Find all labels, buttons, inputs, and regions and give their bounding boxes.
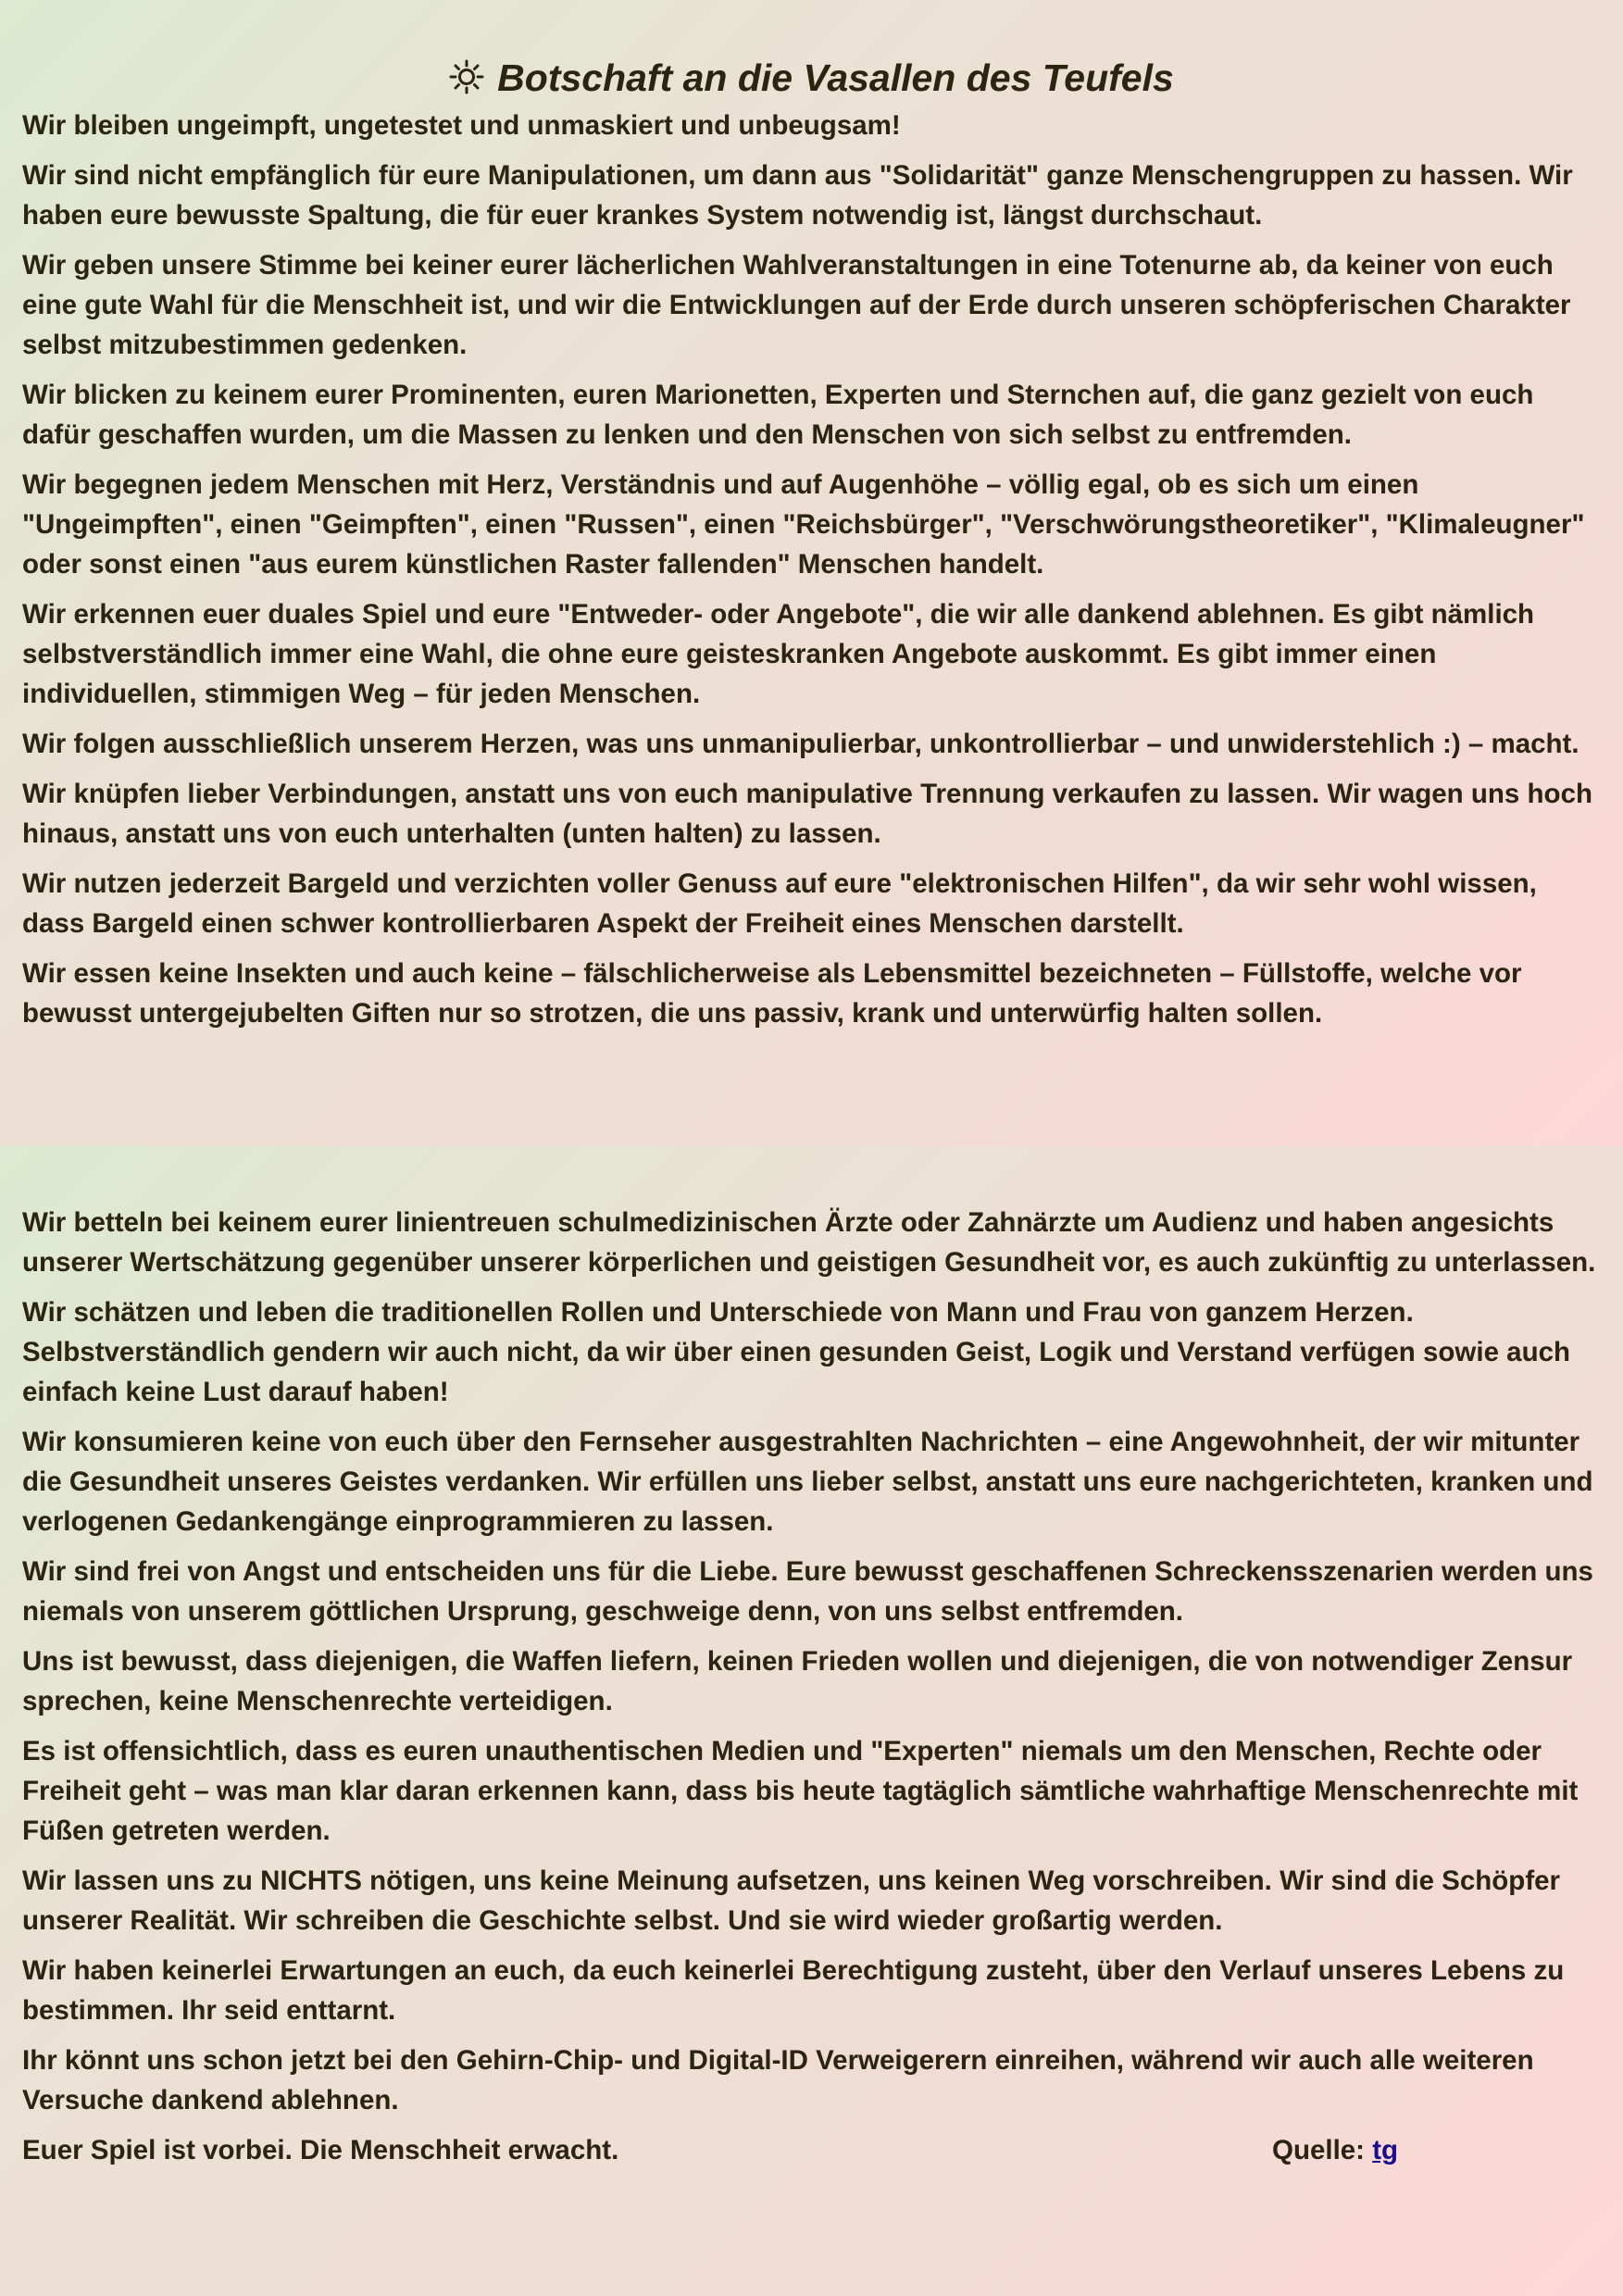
paragraph: Ihr könnt uns schon jetzt bei den Gehirn-Chip- und Digital-ID Verweigerern einreihen, während wir auch alle weiteren Versuche dankend ablehnen. xyxy=(22,2045,1534,2115)
source-credit xyxy=(1272,2130,1398,2170)
paragraph: Es ist offensichtlich, dass es euren unauthentischen Medien und "Experten" niemals um den Menschen, Rechte oder Freiheit geht – was man klar daran erkennen kann, dass bis heute tagtäglich sämtliche wahrhaftige Menschenrechte mit Füßen getreten werden. xyxy=(22,1736,1579,1846)
panel-bottom xyxy=(0,1146,1623,2296)
paragraph: Wir sind nicht empfänglich für eure Manipulationen, um dann aus "Solidarität" ganze Menschengruppen zu hassen. Wir haben eure bewusste Spaltung, die für euer krankes System notwendig ist, längst durchschaut. xyxy=(22,160,1573,231)
paragraph: Wir konsumieren keine von euch über den Fernseher ausgestrahlten Nachrichten – eine Angewohnheit, der wir mitunter die Gesundheit unseres Geistes verdanken. Wir erfüllen uns lieber selbst, anstatt uns eure nachgerichteten, kranken und verlogenen Gedankengänge einprogrammieren zu lassen. xyxy=(22,1427,1593,1537)
source-label: Quelle: xyxy=(1272,2135,1365,2165)
closing-line: Euer Spiel ist vorbei. Die Menschheit erwacht. xyxy=(22,2135,619,2165)
source-link[interactable]: tg xyxy=(1372,2135,1399,2165)
paragraph: Wir knüpfen lieber Verbindungen, anstatt uns von euch manipulative Trennung verkaufen zu lassen. Wir wagen uns hoch hinaus, anstatt uns von euch unterhalten (unten halten) zu lassen. xyxy=(22,779,1593,849)
paragraph: Wir schätzen und leben die traditionellen Rollen und Unterschiede von Mann und Frau von ganzem Herzen. Selbstverständlich gendern wir auch nicht, da wir über einen gesunden Geist, Logik und Verstand verfügen sowie auch einfach keine Lust darauf haben! xyxy=(22,1297,1571,1407)
paragraph: Wir sind frei von Angst und entscheiden uns für die Liebe. Eure bewusst geschaffenen Schreckensszenarien werden uns niemals von unserem göttlichen Ursprung, geschweige denn, von uns selbst entfremden. xyxy=(22,1556,1593,1627)
paragraph: Wir folgen ausschließlich unserem Herzen, was uns unmanipulierbar, unkontrollierbar – und unwiderstehlich :) – macht. xyxy=(22,729,1579,759)
paragraph: Wir nutzen jederzeit Bargeld und verzichten voller Genuss auf eure "elektronischen Hilfen", da wir sehr wohl wissen, dass Bargeld einen schwer kontrollierbaren Aspekt der Freiheit eines Menschen darstellt. xyxy=(22,868,1537,939)
section-1-content xyxy=(22,106,1601,1033)
page-title-text: Botschaft an die Vasallen des Teufels xyxy=(497,56,1174,99)
page-title xyxy=(22,0,1601,98)
paragraph: Wir blicken zu keinem eurer Prominenten, euren Marionetten, Experten und Sternchen auf, die ganz gezielt von euch dafür geschaffen wurden, um die Massen zu lenken und den Menschen von sich selbst zu entfremden. xyxy=(22,380,1534,450)
sun-icon xyxy=(449,57,484,98)
closing-row xyxy=(22,2130,1601,2170)
paragraph: Wir haben keinerlei Erwartungen an euch, da euch keinerlei Berechtigung zusteht, über den Verlauf unseres Lebens zu bestimmen. Ihr seid enttarnt. xyxy=(22,1955,1565,2026)
paragraph: Wir begegnen jedem Menschen mit Herz, Verständnis und auf Augenhöhe – völlig egal, ob es sich um einen "Ungeimpften", einen "Geimpften", einen "Russen", einen "Reichsbürger", "Verschwörungstheoretiker", "Klimaleugner" oder sonst einen "aus eurem künstlichen Raster fallenden" Menschen handelt. xyxy=(22,469,1585,580)
paragraph: Wir bleiben ungeimpft, ungetestet und unmaskiert und unbeugsam! xyxy=(22,110,901,141)
paragraph: Wir essen keine Insekten und auch keine – fälschlicherweise als Lebensmittel bezeichneten – Füllstoffe, welche vor bewusst untergejubelten Giften nur so strotzen, die uns passiv, krank und unterwürfig halten sollen. xyxy=(22,958,1522,1029)
paragraph: Uns ist bewusst, dass diejenigen, die Waffen liefern, keinen Frieden wollen und diejenigen, die von notwendiger Zensur sprechen, keine Menschenrechte verteidigen. xyxy=(22,1646,1573,1716)
paragraph: Wir erkennen euer duales Spiel und eure "Entweder- oder Angebote", die wir alle dankend ablehnen. Es gibt nämlich selbstverständlich immer eine Wahl, die ohne eure geisteskranken Angebote auskommt. Es gibt immer einen individuellen, stimmigen Weg – für jeden Menschen. xyxy=(22,599,1535,709)
section-2-content xyxy=(22,1203,1601,2170)
paragraph: Wir betteln bei keinem eurer linientreuen schulmedizinischen Ärzte oder Zahnärzte um Audienz und haben angesichts unserer Wertschätzung gegenüber unserer körperlichen und geistigen Gesundheit vor, es auch zukünftig zu unterlassen. xyxy=(22,1207,1596,1278)
paragraph: Wir lassen uns zu NICHTS nötigen, uns keine Meinung aufsetzen, uns keinen Weg vorschreiben. Wir sind die Schöpfer unserer Realität. Wir schreiben die Geschichte selbst. Und sie wird wieder großartig werden. xyxy=(22,1866,1561,1936)
paragraph: Wir geben unsere Stimme bei keiner eurer lächerlichen Wahlveranstaltungen in eine Totenurne ab, da keiner von euch eine gute Wahl für die Menschheit ist, und wir die Entwicklungen auf der Erde durch unseren schöpferischen Charakter selbst mitzubestimmen gedenken. xyxy=(22,250,1571,360)
panel-top xyxy=(0,0,1623,1146)
